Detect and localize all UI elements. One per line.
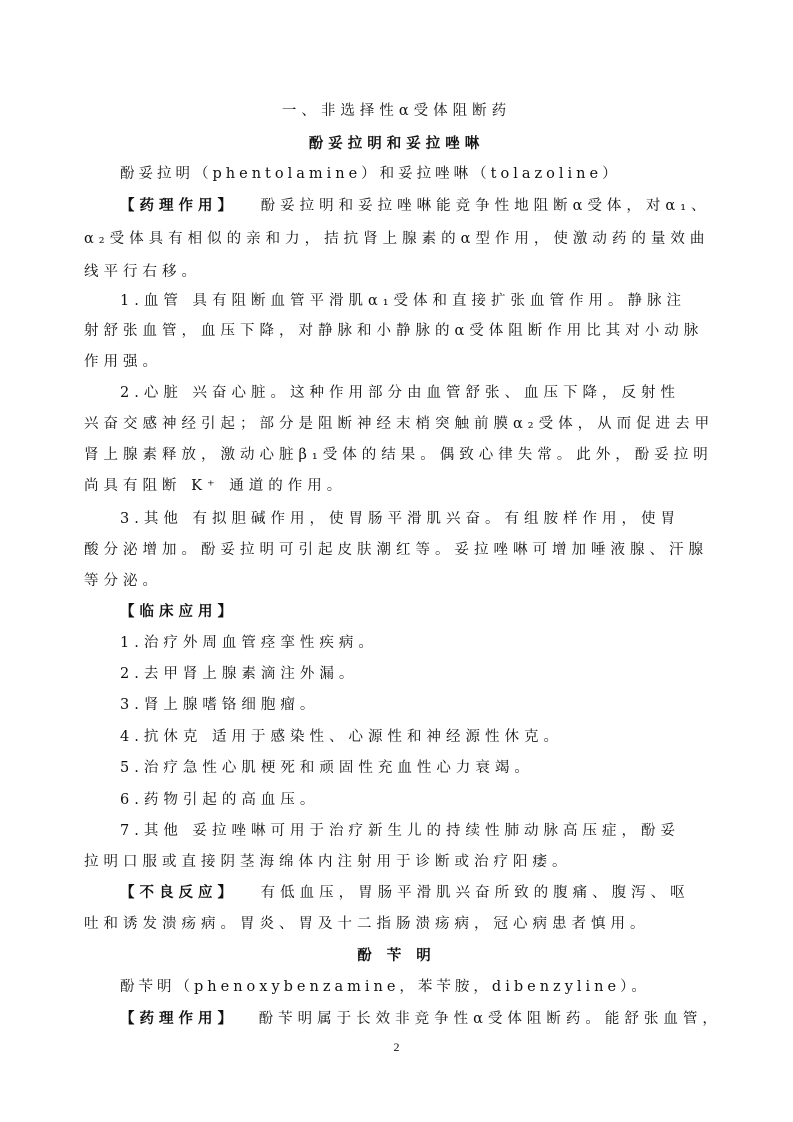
other-effects-text-line: 等分泌。 [84, 573, 162, 589]
heart-paragraph: 2.心脏 兴奋心脏。这种作用部分由血管舒张、血压下降，反射性 [120, 385, 680, 401]
pharmacology-paragraph [120, 196, 710, 216]
clinical-use-label: 【临床应用】 [120, 604, 237, 620]
subsection-title-phentolamine: 酚妥拉明和妥拉唑啉 [308, 136, 485, 152]
page-number: 2 [393, 1040, 400, 1054]
heart-text-line: 肾上腺素释放，激动心脏β₁受体的结果。偶致心律失常。此外，酚妥拉明 [84, 447, 713, 463]
heart-text-line: 尚具有阻断 K⁺ 通道的作用。 [84, 478, 347, 494]
pharmacology-paragraph-2 [120, 1009, 722, 1029]
pharmacology-text-2: 酚苄明属于长效非竞争性α受体阻断药。能舒张血管， [258, 1011, 722, 1027]
section-title: 一、非选择性α受体阻断药 [281, 103, 512, 119]
clinical-use-item: 3.肾上腺嗜铬细胞瘤。 [120, 697, 320, 713]
subsection-title-phenoxybenzamine: 酚 苄 明 [357, 948, 436, 964]
adverse-effects-paragraph [120, 883, 710, 903]
clinical-use-item: 7.其他 妥拉唑啉可用于治疗新生儿的持续性肺动脉高压症，酚妥 [120, 823, 680, 839]
intro-paragraph-2: 酚苄明（phenoxybenzamine，苯苄胺，dibenzyline）。 [120, 979, 650, 995]
pharmacology-label: 【药理作用】 [120, 198, 237, 214]
clinical-use-item: 4.抗休克 适用于感染性、心源性和神经源性休克。 [120, 729, 563, 745]
clinical-use-item: 5.治疗急性心肌梗死和顽固性充血性心力衰竭。 [120, 760, 534, 776]
adverse-effects-text: 有低血压，胃肠平滑肌兴奋所致的腹痛、腹泻、呕 [260, 885, 690, 901]
other-effects-paragraph: 3.其他 有拟胆碱作用，使胃肠平滑肌兴奋。有组胺样作用，使胃 [120, 511, 680, 527]
clinical-use-item-line: 拉明口服或直接阴茎海绵体内注射用于诊断或治疗阳痿。 [84, 854, 572, 870]
pharmacology-text-line: α₂受体具有相似的亲和力，拮抗肾上腺素的α型作用，使激动药的量效曲 [84, 231, 710, 247]
pharmacology-label-2: 【药理作用】 [120, 1011, 237, 1027]
adverse-effects-label: 【不良反应】 [120, 885, 237, 901]
clinical-use-item: 6.药物引起的高血压。 [120, 792, 320, 808]
adverse-effects-text-line: 吐和诱发溃疡病。胃炎、胃及十二指肠溃疡病，冠心病患者慎用。 [84, 916, 650, 932]
vessel-paragraph: 1.血管 具有阻断血管平滑肌α₁受体和直接扩张血管作用。静脉注 [120, 293, 687, 309]
vessel-text-line: 射舒张血管，血压下降，对静脉和小静脉的α受体阻断作用比其对小动脉 [84, 323, 704, 339]
intro-paragraph: 酚妥拉明（phentolamine）和妥拉唑啉（tolazoline） [120, 166, 621, 182]
clinical-use-item: 1.治疗外周血管痉挛性疾病。 [120, 635, 378, 651]
pharmacology-text: 酚妥拉明和妥拉唑啉能竞争性地阻断α受体，对α₁、 [260, 198, 711, 214]
pharmacology-text-line: 线平行右移。 [84, 264, 201, 280]
clinical-use-item: 2.去甲肾上腺素滴注外漏。 [120, 666, 359, 682]
heart-text-line: 兴奋交感神经引起；部分是阻断神经末梢突触前膜α₂受体，从而促进去甲 [84, 416, 715, 432]
other-effects-text-line: 酸分泌增加。酚妥拉明可引起皮肤潮红等。妥拉唑啉可增加唾液腺、汗腺 [84, 542, 708, 558]
vessel-text-line: 作用强。 [84, 354, 162, 370]
